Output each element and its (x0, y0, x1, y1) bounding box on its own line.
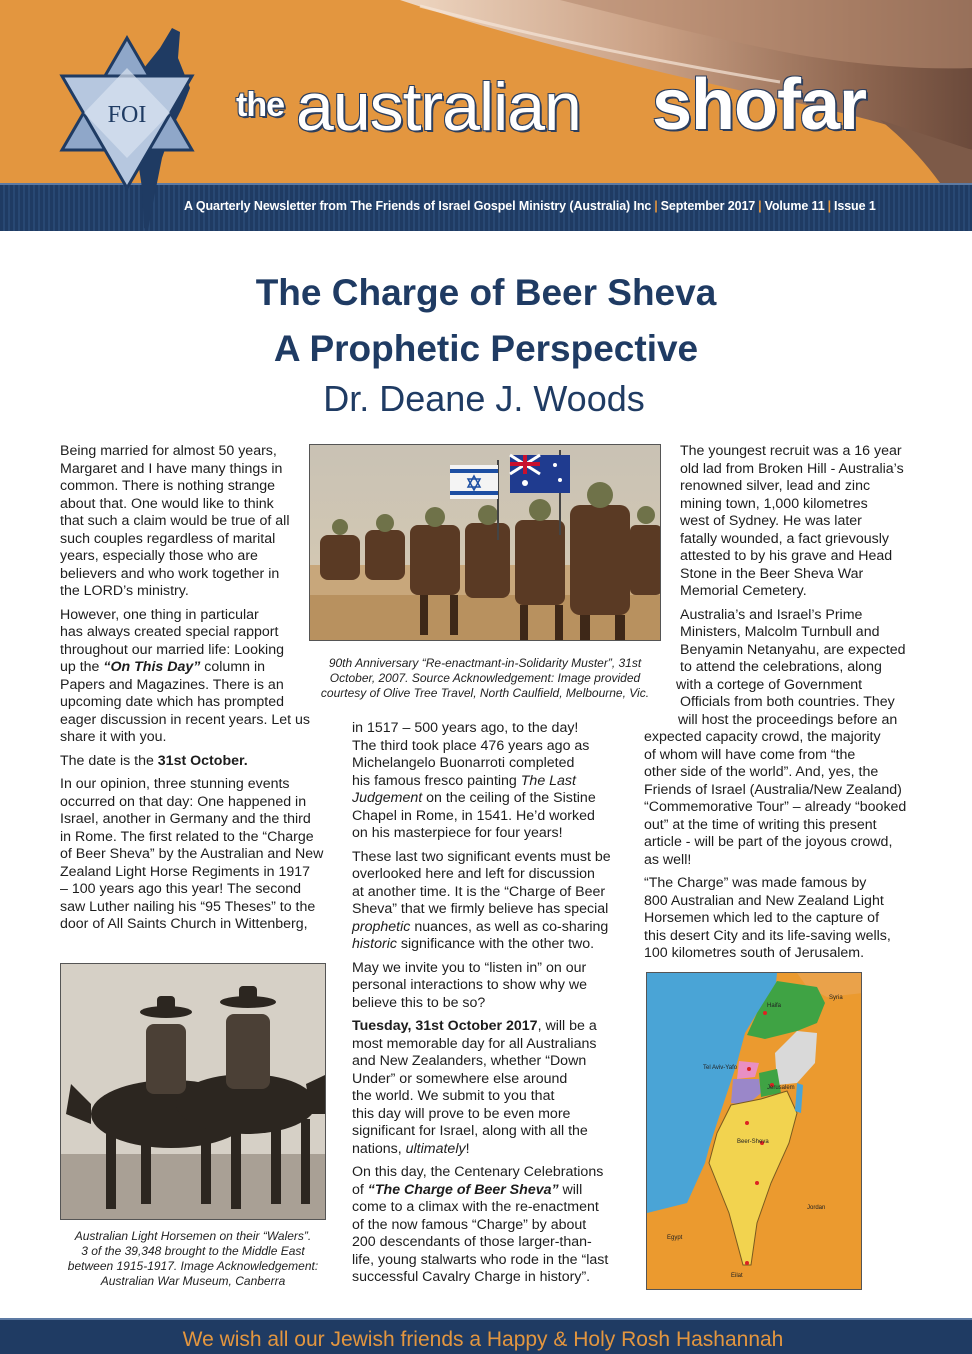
article-column-1 (60, 443, 324, 940)
headline-line-1: The Charge of Beer Sheva (255, 272, 717, 313)
paragraph: “The Charge” was made famous by 800 Australian and New Zealand Light Horsemen which led to the capture of this desert City and its life-saving wells, 100 kilometres south of Jerusalem. (644, 875, 891, 961)
reenactment-caption: 90th Anniversary “Re-enactmant-in-Solidarity Muster”, 31st October, 2007. Source Acknowledgement: Image provided courtesy of Olive Tree Travel, North Caulfield, Melbourne, Vic. (320, 656, 650, 700)
masthead-title-australian: australian (296, 69, 581, 145)
star-of-david-icon (52, 28, 202, 230)
masthead (0, 0, 972, 232)
israel-map (646, 972, 862, 1290)
australia-flag-icon (510, 455, 570, 493)
map-label-haifa: Haifa (767, 1003, 782, 1009)
headline-line-2: A Prophetic Perspective (273, 328, 699, 369)
paragraph: Being married for almost 50 years, Margaret and I have many things in common. There is nothing strange about that. One would like to think that such a claim would be true of all such couples regardless of marital years, especially those who are believers and who work together in the LORD’s ministry. (60, 443, 290, 599)
footer-greeting: We wish all our Jewish friends a Happy & Holy Rosh Hashannah (182, 1328, 784, 1351)
map-label-jerusalem: Jerusalem (767, 1085, 795, 1091)
paragraph: The date is the 31st October. (60, 752, 248, 769)
map-label-beer-sheva: Beer-Sheva (737, 1139, 769, 1145)
article-column-3 (644, 443, 914, 969)
paragraph: These last two significant events must be overlooked here and left for discussion at another time. It is the “Charge of Beer Sheva” that we firmly believe has special prophetic nuances, as well as co-sharing historic significance with the other two. (352, 848, 611, 952)
paragraph: On this day, the Centenary Celebrations of “The Charge of Beer Sheva” will come to a climax with the re-enactment of the now famous “Charge” by about 200 descendants of those larger-than- life, young stalwarts who rode in the “last successful Cavalry Charge in history”. (352, 1164, 609, 1285)
map-label-tel-aviv: Tel Aviv-Yafo (703, 1065, 738, 1071)
map-label-egypt: Egypt (667, 1235, 683, 1241)
author-byline: Dr. Deane J. Woods (323, 378, 645, 419)
reenactment-photo (309, 444, 661, 641)
paragraph: Australia’s and Israel’s Prime Ministers, Malcolm Turnbull and Benyamin Netanyahu, are expected to attend the celebrations, along with a cortege of Government Officials from both countries. They will host the proceedings before an expected capacity crowd, the majority of whom will have come from “the other side of the world”. And, yes, the Friends of Israel (Australia/New Zealand) “Commemorative Tour” – already “booked out” at the time of writing this present article - will be part of the joyous crowd, as well! (644, 606, 907, 868)
masthead-title-shofar: shofar (652, 65, 867, 145)
paragraph: May we invite you to “listen in” on our personal interactions to show why we believe this to be so? (352, 959, 588, 1011)
map-label-syria: Syria (829, 995, 843, 1001)
newsletter-info-line: A Quarterly Newsletter from The Friends of Israel Gospel Ministry (Australia) Inc | September 2017 | Volume 11 | Issue 1 (184, 199, 876, 213)
paragraph: However, one thing in particular has always created special rapport throughout our married life: Looking up the “On This Day” column in Papers and Magazines. There is an upcoming date which has prompted eager discussion in recent years. Let us share it with you. (60, 606, 310, 745)
map-label-eilat: Eilat (731, 1273, 743, 1279)
paragraph: The youngest recruit was a 16 year old lad from Broken Hill - Australia’s renowned silver, lead and zinc mining town, 1,000 kilometres west of Sydney. He was later fatally wounded, a fact grievously attested to by his grave and Head Stone in the Beer Sheva War Memorial Cemetery. (680, 443, 904, 599)
map-label-jordan: Jordan (807, 1205, 826, 1211)
paragraph: in 1517 – 500 years ago, to the day! The third took place 476 years ago as Michelangelo Buonarroti completed his famous fresco painting The Last Judgement on the ceiling of the Sistine Chapel in Rome, in 1541. He’d worked on his masterpiece for four years! (352, 720, 596, 841)
paragraph: Tuesday, 31st October 2017, will be a most memorable day for all Australians and New Zealanders, whether “Down Under” or somewhere else around the world. We submit to you that this day will prove to be even more significant for Israel, along with all the nations, ultimately! (352, 1018, 597, 1157)
masthead-title-the: the (236, 86, 284, 124)
israel-flag-icon (450, 465, 498, 499)
article-column-2 (352, 720, 614, 1293)
logo-text: FOI (107, 102, 147, 128)
light-horsemen-photo (60, 963, 326, 1220)
paragraph: In our opinion, three stunning events occurred on that day: One happened in Israel, another in Germany and the third in Rome. The first related to the “Charge of Beer Sheva” by the Australian and New Zealand Light Horse Regiments in 1917 – 100 years ago this year! The second saw Luther nailing his “95 Theses” to the door of All Saints Church in Wittenberg, (60, 776, 324, 932)
horsemen-caption: Australian Light Horsemen on their “Walers”. 3 of the 39,348 brought to the Middle East between 1915-1917. Image Acknowledgement: Australian War Museum, Canberra (67, 1229, 319, 1288)
